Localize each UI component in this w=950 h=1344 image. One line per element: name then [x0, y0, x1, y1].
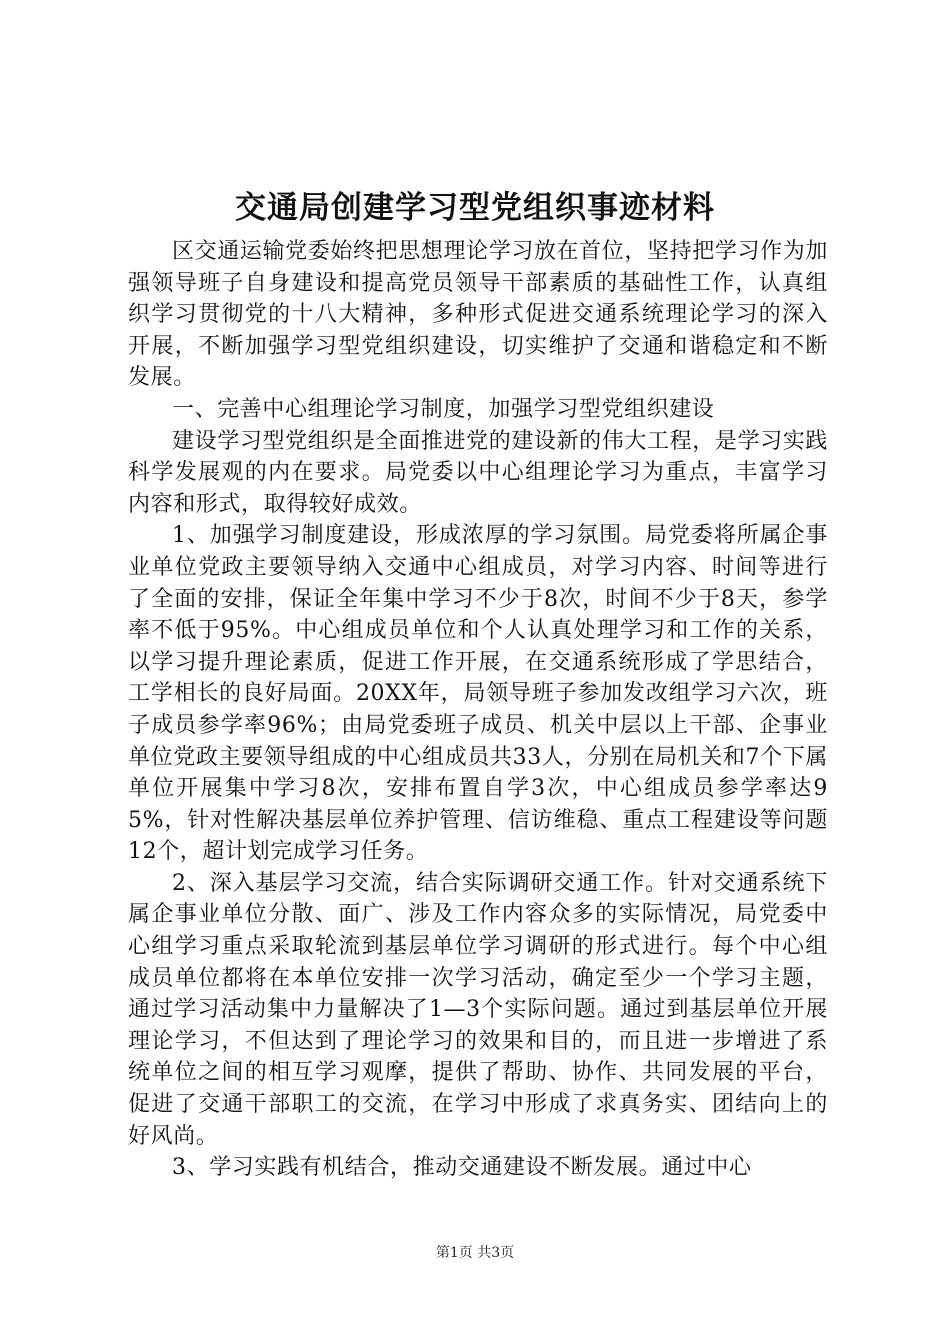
section-heading-1: 一、完善中心组理论学习制度，加强学习型党组织建设: [172, 396, 715, 422]
page-number-footer: 第1页 共3页: [435, 1245, 515, 1261]
paragraph-intro: 区交通运输党委始终把思想理论学习放在首位，坚持把学习作为加强领导班子自身建设和提高党员领导干部素质的基础性工作，认真组织学习贯彻党的十八大精神，多种形式促进交通系统理论学习的深入开展，不断加强学习型党组织建设，切实维护了交通和谐稳定和不断发展。: [128, 239, 828, 391]
paragraph-item-3: 3、学习实践有机结合，推动交通建设不断发展。通过中心: [172, 1155, 752, 1181]
paragraph-item-1: 1、加强学习制度建设，形成浓厚的学习氛围。局党委将所属企事业单位党政主要领导纳入交通中心组成员，对学习内容、时间等进行了全面的安排，保证全年集中学习不少于8次，时间不少于8天，参学率不低于95%。中心组成员单位和个人认真处理学习和工作的关系，以学习提升理论素质，促进工作开展，在交通系统形成了学思结合，工学相长的良好局面。20XX年，局领导班子参加发改组学习六次，班子成员参学率96%；由局党委班子成员、机关中层以上干部、企事业单位党政主要领导组成的中心组成员共33人，分别在局机关和7个下属单位开展集中学习8次，安排布置自学3次，中心组成员参学率达95%，针对性解决基层单位养护管理、信访维稳、重点工程建设等问题12个，超计划完成学习任务。: [128, 523, 828, 865]
document-body: [128, 236, 828, 1184]
paragraph-section-1-intro: 建设学习型党组织是全面推进党的建设新的伟大工程，是学习实践科学发展观的内在要求。局党委以中心组理论学习为重点，丰富学习内容和形式，取得较好成效。: [128, 428, 828, 517]
document-title: 交通局创建学习型党组织事迹材料: [235, 190, 715, 226]
paragraph-item-2: 2、深入基层学习交流，结合实际调研交通工作。针对交通系统下属企事业单位分散、面广、涉及工作内容众多的实际情况，局党委中心组学习重点采取轮流到基层单位学习调研的形式进行。每个中心组成员单位都将在本单位安排一次学习活动，确定至少一个学习主题，通过学习活动集中力量解决了1—3个实际问题。通过到基层单位开展理论学习，不但达到了理论学习的效果和目的，而且进一步增进了系统单位之间的相互学习观摩，提供了帮助、协作、共同发展的平台，促进了交通干部职工的交流，在学习中形成了求真务实、团结向上的好风尚。: [128, 870, 828, 1149]
